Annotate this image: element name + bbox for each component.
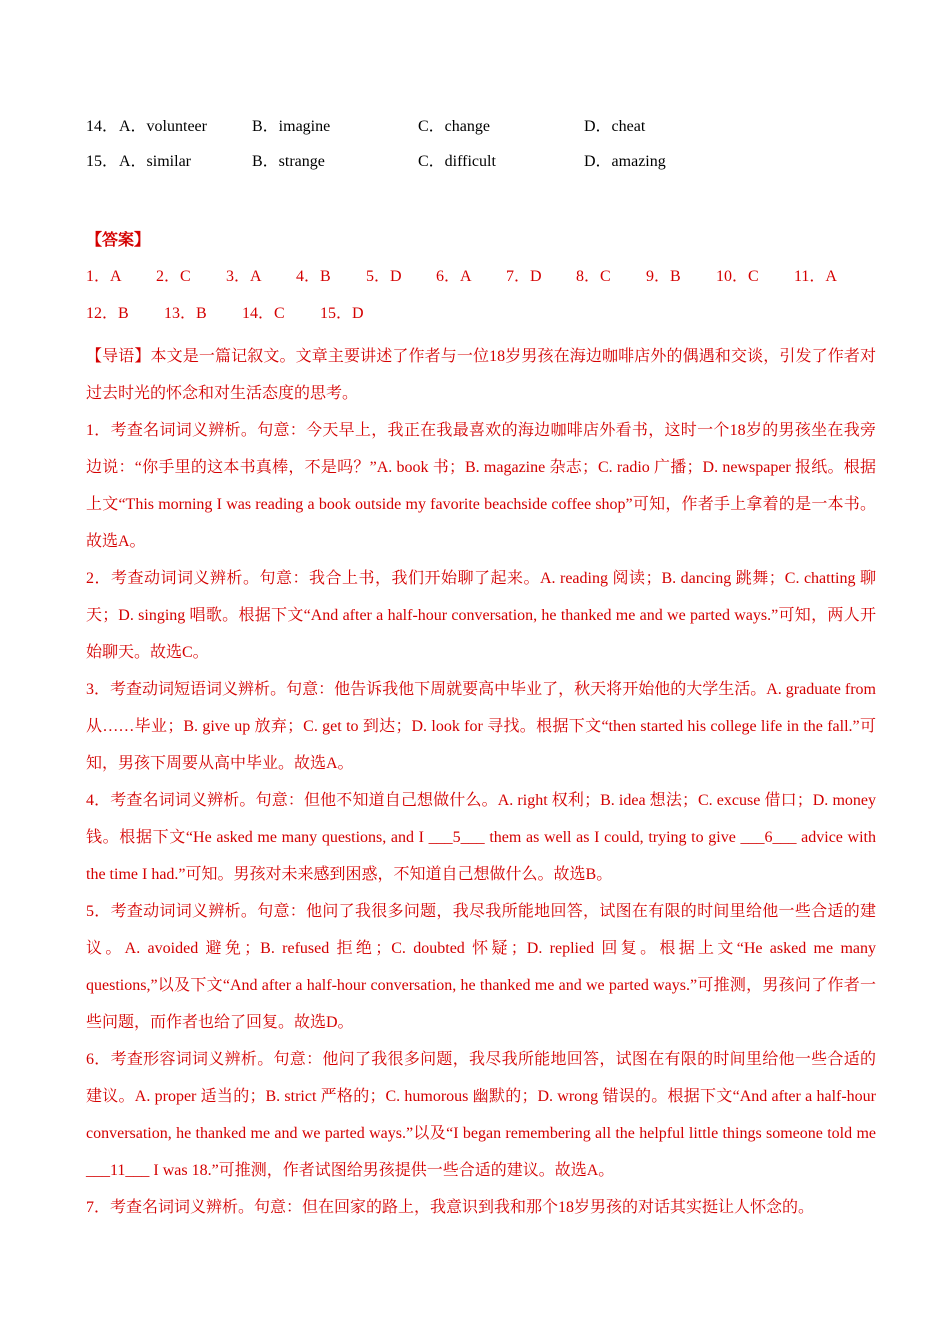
option-b: B．strange [252, 153, 325, 170]
document-page [86, 114, 876, 1226]
question-number: 15． [86, 153, 119, 170]
answer-heading: 【答案】 [86, 232, 151, 249]
explanation-7: 7．考查名词词义辨析。句意：但在回家的路上，我意识到我和那个18岁男孩的对话其实挺让人怀念的。 [86, 1199, 815, 1216]
answer-item: 4．B [296, 268, 331, 285]
option-a: A．similar [119, 153, 191, 170]
answer-item: 9．B [646, 268, 681, 285]
answer-item: 12．B [86, 305, 129, 322]
intro-paragraph: 【导语】本文是一篇记叙文。文章主要讲述了作者与一位18岁男孩在海边咖啡店外的偶遇和交谈，引发了作者对过去时光的怀念和对生活态度的思考。 [86, 348, 876, 402]
answer-item: 3．A [226, 268, 262, 285]
answer-item: 15．D [320, 305, 364, 322]
answer-item: 13．B [164, 305, 207, 322]
answer-item: 8．C [576, 268, 611, 285]
option-a: A．volunteer [119, 118, 207, 135]
answer-row-2 [86, 301, 876, 338]
answer-item: 1．A [86, 268, 122, 285]
explanation-6: 6．考查形容词词义辨析。句意：他问了我很多问题，我尽我所能地回答，试图在有限的时间里给他一些合适的建议。A. proper 适当的；B. strict 严格的；C. humorous 幽默的；D. wrong 错误的。根据下文“And after a half-hour conversation, he thanked me and we parted ways.”以及“I began remembering all the helpful little things someone told me ___11___ I was 18.”可推测，作者试图给男孩提供一些合适的建议。故选A。 [86, 1051, 876, 1179]
explanation-1: 1．考查名词词义辨析。句意：今天早上，我正在我最喜欢的海边咖啡店外看书，这时一个18岁的男孩坐在我旁边说：“你手里的这本书真棒，不是吗？”A. book 书；B. magazine 杂志；C. radio 广播；D. newspaper 报纸。根据上文“This morning I was reading a book outside my favorite beachside coffee shop”可知，作者手上拿着的是一本书。故选A。 [86, 422, 876, 550]
answer-item: 5．D [366, 268, 402, 285]
explanation-4: 4．考查名词词义辨析。句意：但他不知道自己想做什么。A. right 权利；B. idea 想法；C. excuse 借口；D. money 钱。根据下文“He asked me many questions, and I ___5___ them as well as I could, trying to give ___6___ advice with the time I had.”可知。男孩对未来感到困惑，不知道自己想做什么。故选B。 [86, 792, 876, 883]
explanation-3: 3．考查动词短语词义辨析。句意：他告诉我他下周就要高中毕业了，秋天将开始他的大学生活。A. graduate from 从……毕业；B. give up 放弃；C. get to 到达；D. look for 寻找。根据下文“then started his college life in the fall.”可知，男孩下周要从高中毕业。故选A。 [86, 681, 876, 772]
option-c: C．change [418, 118, 490, 135]
question-number: 14． [86, 118, 119, 135]
answer-row-1 [86, 264, 876, 301]
option-c: C．difficult [418, 153, 496, 170]
answer-item: 11．A [794, 268, 837, 285]
option-b: B．imagine [252, 118, 331, 135]
answer-item: 2．C [156, 268, 191, 285]
explanation-5: 5．考查动词词义辨析。句意：他问了我很多问题，我尽我所能地回答，试图在有限的时间里给他一些合适的建议。A. avoided 避免；B. refused 拒绝；C. doubted 怀疑；D. replied 回复。根据上文“He asked me many questions,”以及下文“And after a half-hour conversation, he thanked me and we parted ways.”可推测，男孩问了作者一些问题，而作者也给了回复。故选D。 [86, 903, 876, 1031]
option-d: D．amazing [584, 153, 666, 170]
question-14 [86, 114, 876, 149]
answer-item: 10．C [716, 268, 759, 285]
explanation-2: 2．考查动词词义辨析。句意：我合上书，我们开始聊了起来。A. reading 阅读；B. dancing 跳舞；C. chatting 聊天；D. singing 唱歌。根据下文“And after a half-hour conversation, he thanked me and we parted ways.”可知，两人开始聊天。故选C。 [86, 570, 876, 661]
answer-item: 6．A [436, 268, 472, 285]
answer-item: 7．D [506, 268, 542, 285]
question-15 [86, 149, 876, 184]
answer-item: 14．C [242, 305, 285, 322]
option-d: D．cheat [584, 118, 646, 135]
